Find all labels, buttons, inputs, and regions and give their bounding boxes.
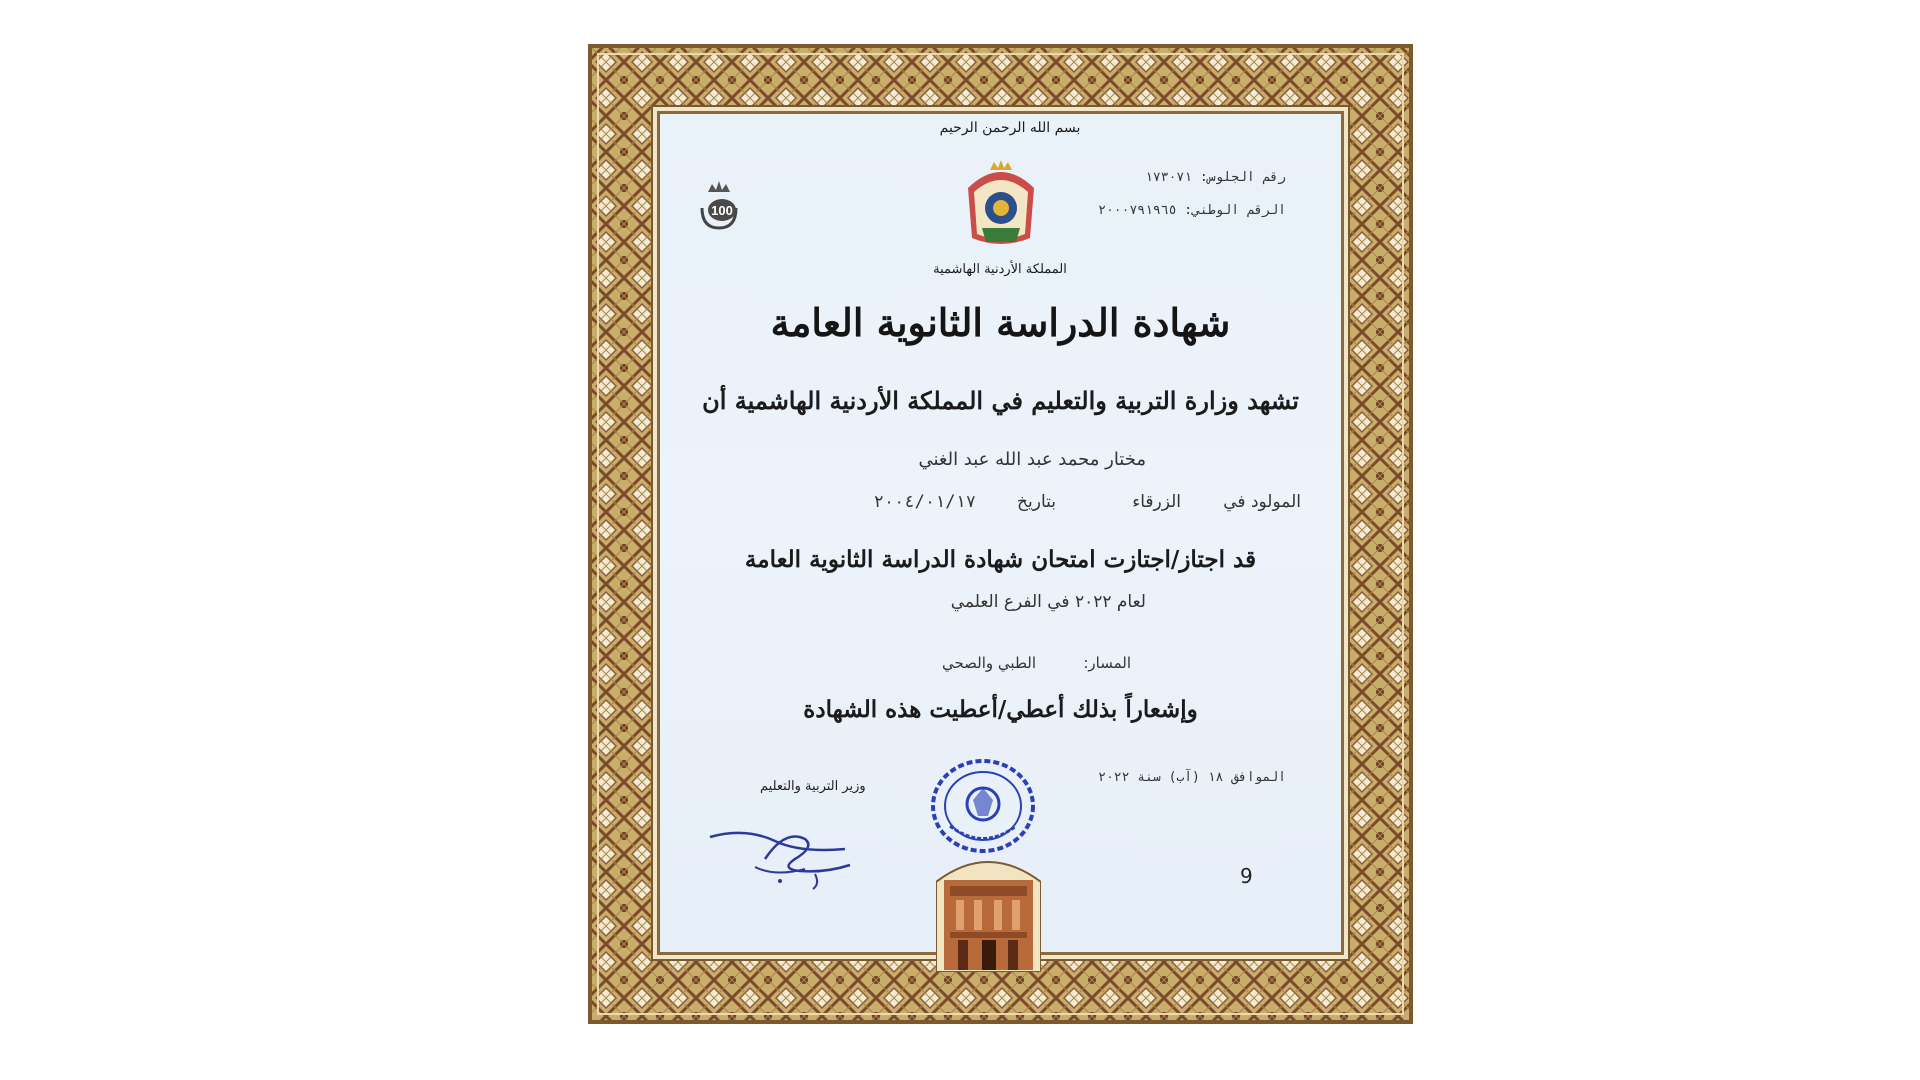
basmala: بسم الله الرحمن الرحيم: [939, 120, 1081, 136]
page-mark: 9: [1240, 864, 1253, 888]
centennial-badge-number: 100: [711, 203, 733, 218]
centennial-crown-badge-icon: [692, 178, 747, 233]
certify-statement: تشهد وزارة التربية والتعليم في المملكة الأردنية الهاشمية أن: [702, 386, 1299, 415]
certificate-body: [660, 114, 1341, 952]
issue-date: الموافق ١٨ (آب) سنة ٢٠٢٢: [1098, 770, 1286, 785]
seat-number: ١٧٣٠٧١: [1145, 170, 1193, 185]
national-id: ٢٠٠٠٧٩١٩٦٥: [1098, 203, 1177, 218]
student-name: مختار محمد عبد الله عبد الغني: [918, 449, 1146, 470]
grant-statement: وإشعاراً بذلك أعطي/أعطيت هذه الشهادة: [803, 696, 1198, 723]
petra-treasury-icon: [936, 852, 1041, 972]
track-label: المسار:: [1083, 654, 1131, 672]
born-label: المولود في: [1223, 492, 1301, 512]
kingdom-name: المملكة الأردنية الهاشمية: [933, 262, 1067, 277]
birth-date-label: بتاريخ: [1017, 492, 1056, 512]
certificate-frame: [588, 44, 1413, 1024]
page-title: شهادة الدراسة الثانوية العامة: [770, 300, 1231, 345]
year-branch: لعام ٢٠٢٢ في الفرع العلمي: [950, 592, 1146, 612]
birth-date: ٢٠٠٤/٠١/١٧: [873, 492, 976, 512]
seat-number-label: رقم الجلوس:: [1199, 170, 1286, 185]
passed-statement: قد اجتاز/اجتازت امتحان شهادة الدراسة الثانوية العامة: [744, 546, 1257, 573]
ministry-stamp-icon: [928, 756, 1038, 856]
national-id-label: الرقم الوطني:: [1184, 203, 1286, 218]
national-id-row: [1098, 203, 1286, 218]
jordan-coat-of-arms-icon: [960, 158, 1042, 253]
seat-number-row: [1145, 170, 1286, 185]
birth-place: الزرقاء: [1132, 492, 1181, 512]
track-value: الطبي والصحي: [941, 654, 1036, 672]
signature-icon: [705, 819, 865, 899]
minister-title: وزير التربية والتعليم: [760, 779, 866, 794]
